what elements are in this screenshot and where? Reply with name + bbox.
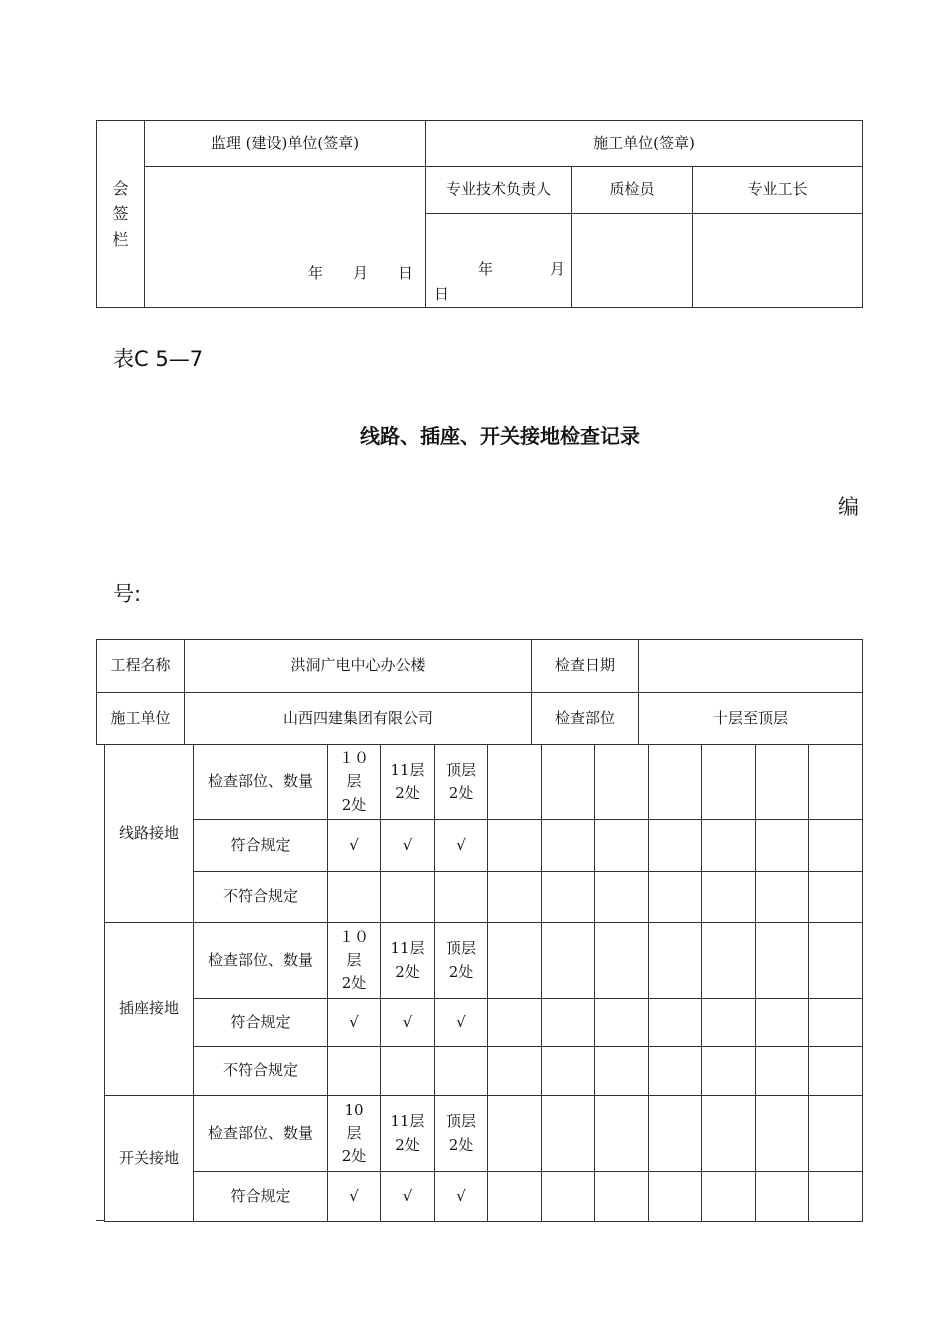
empty-cell[interactable] [809, 1047, 863, 1096]
location-cell[interactable]: 顶层 2处 [435, 1096, 488, 1172]
empty-cell[interactable] [809, 1172, 863, 1222]
empty-cell[interactable] [595, 872, 649, 923]
empty-cell[interactable] [649, 1172, 702, 1222]
check-mark[interactable]: √ [328, 1172, 381, 1222]
empty-cell[interactable] [809, 1096, 863, 1172]
empty-cell[interactable] [542, 1047, 595, 1096]
ok-label: 符合规定 [194, 1172, 328, 1222]
empty-cell[interactable] [702, 820, 756, 872]
serial-label-1: 编 [838, 495, 859, 519]
supervisor-sign-cell[interactable]: 年 月 日 [145, 167, 426, 308]
empty-cell[interactable] [595, 745, 649, 820]
empty-cell[interactable] [809, 745, 863, 820]
contractor-sign-label: 施工单位(签章) [426, 121, 863, 167]
empty-cell[interactable] [328, 1047, 381, 1096]
empty-cell[interactable] [488, 923, 542, 999]
empty-cell[interactable] [756, 999, 809, 1047]
empty-cell[interactable] [488, 820, 542, 872]
location-cell[interactable]: １０ 层 2处 [328, 923, 381, 999]
signoff-side-label: 会 签 栏 [97, 121, 145, 308]
check-mark[interactable]: √ [381, 1172, 435, 1222]
empty-cell[interactable] [381, 1047, 435, 1096]
empty-cell[interactable] [756, 1096, 809, 1172]
empty-cell[interactable] [488, 1172, 542, 1222]
empty-cell[interactable] [595, 1096, 649, 1172]
empty-cell[interactable] [595, 999, 649, 1047]
empty-cell[interactable] [542, 999, 595, 1047]
check-part-label: 检查部位 [532, 693, 639, 745]
empty-cell[interactable] [756, 820, 809, 872]
serial-label-2: 号: [113, 582, 142, 606]
location-cell[interactable]: 11层 2处 [381, 745, 435, 820]
empty-cell[interactable] [702, 1047, 756, 1096]
table-row [105, 745, 863, 820]
empty-cell[interactable] [756, 1172, 809, 1222]
location-cell[interactable]: 11层 2处 [381, 923, 435, 999]
ng-label: 不符合规定 [194, 1047, 328, 1096]
check-mark[interactable]: √ [328, 999, 381, 1047]
empty-cell[interactable] [488, 1047, 542, 1096]
empty-cell[interactable] [595, 923, 649, 999]
inspector-label: 质检员 [572, 167, 693, 214]
signoff-table [96, 120, 863, 308]
project-info-table [96, 639, 863, 745]
empty-cell[interactable] [542, 820, 595, 872]
empty-cell[interactable] [702, 872, 756, 923]
empty-cell[interactable] [435, 872, 488, 923]
empty-cell[interactable] [649, 872, 702, 923]
table-row [105, 999, 863, 1047]
tech-lead-sign-cell[interactable]: 年 月 日 [426, 214, 572, 308]
empty-cell[interactable] [595, 820, 649, 872]
group-label-line: 线路接地 [105, 745, 194, 923]
tech-lead-label: 专业技术负责人 [426, 167, 572, 214]
empty-cell[interactable] [649, 1047, 702, 1096]
table-row [105, 1047, 863, 1096]
inspection-table [104, 744, 863, 1222]
page-title: 线路、插座、开关接地检查记录 [360, 424, 640, 448]
table-row [105, 1096, 863, 1172]
empty-cell[interactable] [595, 1047, 649, 1096]
empty-cell[interactable] [435, 1047, 488, 1096]
empty-cell[interactable] [488, 1096, 542, 1172]
location-label: 检查部位、数量 [194, 923, 328, 999]
ok-label: 符合规定 [194, 820, 328, 872]
empty-cell[interactable] [488, 999, 542, 1047]
empty-cell[interactable] [542, 1096, 595, 1172]
empty-cell[interactable] [809, 923, 863, 999]
project-name-value[interactable]: 洪洞广电中心办公楼 [185, 640, 532, 693]
empty-cell[interactable] [649, 745, 702, 820]
empty-cell[interactable] [595, 1172, 649, 1222]
project-name-label: 工程名称 [97, 640, 185, 693]
location-label: 检查部位、数量 [194, 745, 328, 820]
foreman-label: 专业工长 [693, 167, 863, 214]
empty-cell[interactable] [649, 1096, 702, 1172]
ok-label: 符合规定 [194, 999, 328, 1047]
empty-cell[interactable] [702, 1172, 756, 1222]
check-mark[interactable]: √ [381, 999, 435, 1047]
empty-cell[interactable] [756, 745, 809, 820]
ng-label: 不符合规定 [194, 872, 328, 923]
location-cell[interactable]: 顶层 2处 [435, 745, 488, 820]
location-cell[interactable]: 11层 2处 [381, 1096, 435, 1172]
check-date-value[interactable] [639, 640, 863, 693]
empty-cell[interactable] [702, 745, 756, 820]
check-date-label: 检查日期 [532, 640, 639, 693]
table-row [105, 820, 863, 872]
empty-cell[interactable] [488, 872, 542, 923]
check-part-value[interactable]: 十层至顶层 [639, 693, 863, 745]
empty-cell[interactable] [649, 999, 702, 1047]
group-label-switch: 开关接地 [105, 1096, 194, 1222]
foreman-sign-cell[interactable] [693, 214, 863, 308]
table-row [105, 923, 863, 999]
table-row [105, 872, 863, 923]
empty-cell[interactable] [488, 745, 542, 820]
empty-cell[interactable] [702, 923, 756, 999]
check-mark[interactable]: √ [435, 820, 488, 872]
inspector-sign-cell[interactable] [572, 214, 693, 308]
check-mark[interactable]: √ [381, 820, 435, 872]
table-edge-tick [96, 1220, 105, 1221]
empty-cell[interactable] [542, 1172, 595, 1222]
location-label: 检查部位、数量 [194, 1096, 328, 1172]
empty-cell[interactable] [381, 872, 435, 923]
empty-cell[interactable] [542, 745, 595, 820]
location-cell[interactable]: 10 层 2处 [328, 1096, 381, 1172]
empty-cell[interactable] [756, 923, 809, 999]
check-mark[interactable]: √ [435, 999, 488, 1047]
empty-cell[interactable] [542, 923, 595, 999]
contractor-label: 施工单位 [97, 693, 185, 745]
empty-cell[interactable] [649, 820, 702, 872]
empty-cell[interactable] [328, 872, 381, 923]
empty-cell[interactable] [809, 820, 863, 872]
empty-cell[interactable] [649, 923, 702, 999]
location-cell[interactable]: 顶层 2处 [435, 923, 488, 999]
group-label-socket: 插座接地 [105, 923, 194, 1096]
check-mark[interactable]: √ [435, 1172, 488, 1222]
empty-cell[interactable] [542, 872, 595, 923]
empty-cell[interactable] [702, 999, 756, 1047]
location-cell[interactable]: １０ 层 2处 [328, 745, 381, 820]
check-mark[interactable]: √ [328, 820, 381, 872]
empty-cell[interactable] [756, 872, 809, 923]
contractor-value[interactable]: 山西四建集团有限公司 [185, 693, 532, 745]
table-row [105, 1172, 863, 1222]
empty-cell[interactable] [809, 999, 863, 1047]
empty-cell[interactable] [702, 1096, 756, 1172]
table-number: 表C 5—7 [113, 347, 204, 371]
supervisor-label: 监理 (建设)单位(签章) [145, 121, 426, 167]
empty-cell[interactable] [809, 872, 863, 923]
empty-cell[interactable] [756, 1047, 809, 1096]
